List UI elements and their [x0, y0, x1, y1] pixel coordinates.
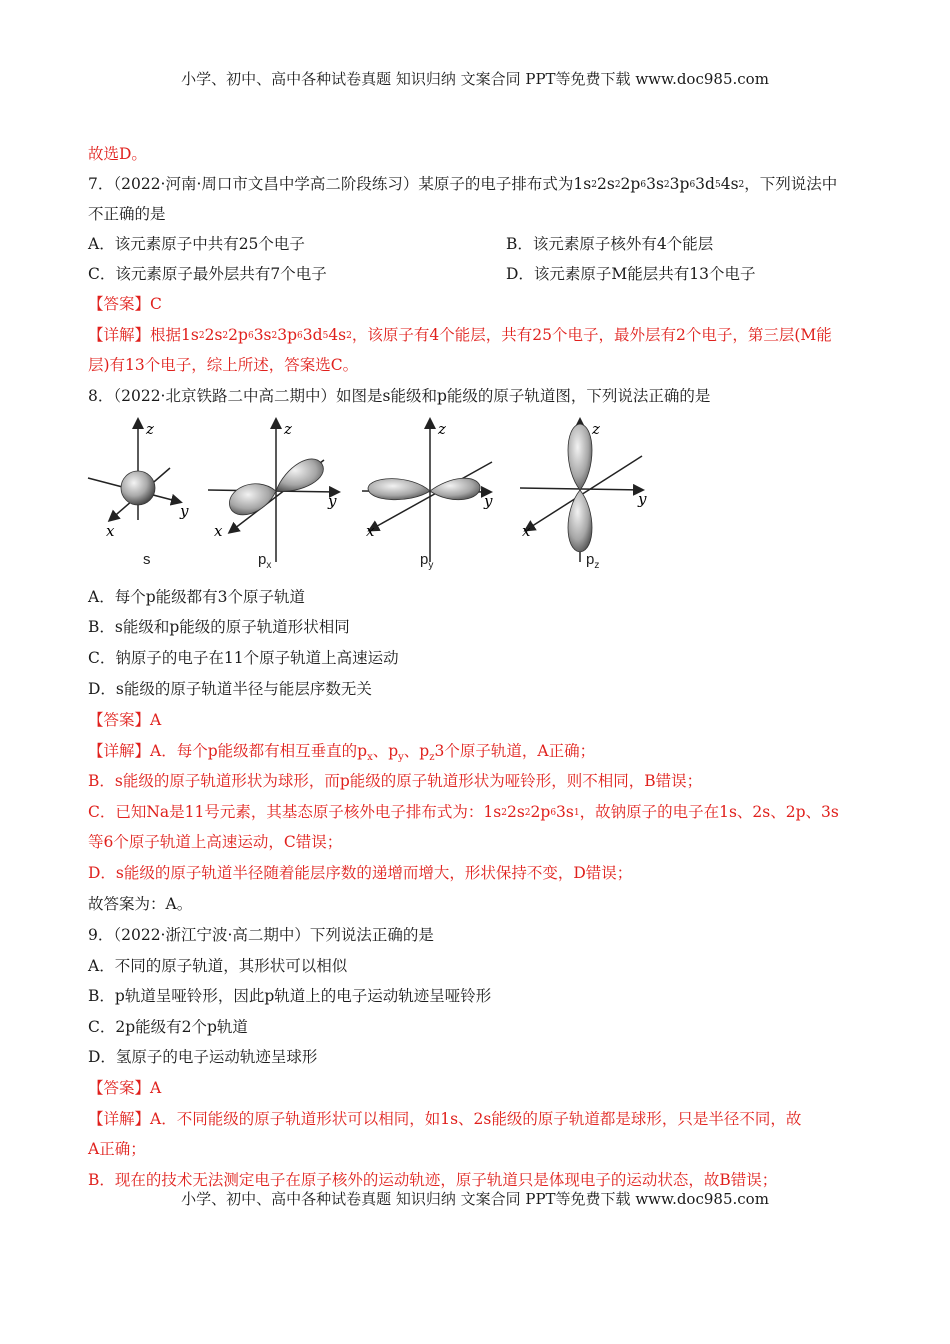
q7-option-d: D．该元素原子M能层共有13个电子 [506, 265, 756, 283]
q8-option-a: A．每个p能级都有3个原子轨道 [88, 588, 305, 606]
q8-option-d: D．s能级的原子轨道半径与能层序数无关 [88, 680, 372, 698]
q7-exp-config: $1s^22s^22p^63s^23p^63d^54s^2$ [181, 326, 352, 344]
q9-explanation-a: 【详解】A．不同能级的原子轨道形状可以相同，如1s、2s能级的原子轨道都是球形，只是半径不同，故 [88, 1110, 802, 1128]
pz-orbital [520, 420, 647, 562]
q8-option-b: B．s能级和p能级的原子轨道形状相同 [88, 618, 350, 636]
s-x-label: x [106, 522, 115, 540]
q9-option-d: D．氢原子的电子运动轨迹呈球形 [88, 1048, 318, 1066]
q9-stem: 9．（2022·浙江宁波·高二期中）下列说法正确的是 [88, 926, 434, 944]
q9-option-c: C．2p能级有2个p轨道 [88, 1018, 248, 1036]
pz-z-label: z [592, 420, 600, 438]
px-z-label: z [284, 420, 292, 438]
q8-explanation-d: D．s能级的原子轨道半径随着能层序数的递增而增大，形状保持不变，D错误； [88, 864, 633, 882]
s-orbital [88, 420, 189, 540]
q7-option-a: A．该元素原子中共有25个电子 [88, 235, 305, 253]
py-orbital [362, 420, 493, 562]
q8-answer: 【答案】A [88, 711, 162, 729]
q9-option-a: A．不同的原子轨道，其形状可以相似 [88, 957, 348, 975]
q7-answer: 【答案】C [88, 295, 162, 313]
q7-option-b: B．该元素原子核外有4个能层 [506, 235, 714, 253]
q7-options-row2 [88, 263, 868, 285]
pz-x-label: x [522, 522, 531, 540]
page-footer: 小学、初中、高中各种试卷真题 知识归纳 文案合同 PPT等免费下载 www.doc985.com [181, 1190, 769, 1208]
page-header: 小学、初中、高中各种试卷真题 知识归纳 文案合同 PPT等免费下载 www.doc985.com [181, 70, 769, 88]
pz-y-label: y [638, 490, 647, 508]
q7-stem-cont: 不正确的是 [88, 205, 166, 223]
q7-config: $1s^22s^22p^63s^23p^63d^54s^2$ [573, 175, 745, 193]
q7-option-c: C．该元素原子最外层共有7个电子 [88, 265, 327, 283]
q7-options-row1 [88, 233, 868, 255]
prev-answer: 故选D。 [88, 145, 147, 163]
py-y-label: y [484, 492, 493, 510]
caption-py: $p_y$ [420, 551, 434, 571]
s-z-label: z [146, 420, 154, 438]
q9-option-b: B．p轨道呈哑铃形，因此p轨道上的电子运动轨迹呈哑铃形 [88, 987, 492, 1005]
caption-s: s [143, 551, 151, 568]
py-x-label: x [366, 522, 375, 540]
q8-explanation-a: 【详解】A．每个p能级都有相互垂直的$p_x$、$p_y$、$p_z3$个原子轨道，A正确； [88, 742, 596, 764]
py-z-label: z [438, 420, 446, 438]
q9-explanation-b: B．现在的技术无法测定电子在原子核外的运动轨迹，原子轨道只是体现电子的运动状态，故B错误； [88, 1171, 778, 1189]
q8-stem: 8．（2022·北京铁路二中高二期中）如图是s能级和p能级的原子轨道图，下列说法正确的是 [88, 387, 711, 405]
q7-stem: 7．（2022·河南·周口市文昌中学高二阶段练习）某原子的电子排布式为$1s^22s^22p^63s^23p^63d^54s^2$，下列说法中 [88, 175, 838, 193]
caption-pz: $p_z$ [586, 551, 600, 571]
px-orbital [208, 420, 338, 562]
caption-px: $p_x$ [258, 551, 272, 571]
q7-explanation-cont: 层)有13个电子，综上所述，答案选C。 [88, 356, 359, 374]
q8-final: 故答案为：A。 [88, 895, 193, 913]
s-y-label: y [180, 502, 189, 520]
px-x-label: x [214, 522, 223, 540]
q7-explanation: 【详解】根据$1s^22s^22p^63s^23p^63d^54s^2$，该原子有4个能层，共有25个电子，最外层有2个电子，第三层(M能 [88, 326, 832, 344]
q8-explanation-b: B．s能级的原子轨道形状为球形，而p能级的原子轨道形状为哑铃形，则不相同，B错误； [88, 772, 703, 790]
q8-explanation-c: C．已知Na是11号元素，其基态原子核外电子排布式为：$1s^22s^22p^63s^1$，故钠原子的电子在1s、2s、2p、3s [88, 803, 839, 821]
q9-answer: 【答案】A [88, 1079, 162, 1097]
q8-explanation-c-cont: 等6个原子轨道上高速运动，C错误； [88, 833, 343, 851]
na-config: $1s^22s^22p^63s^1$ [483, 803, 580, 821]
q9-explanation-a-cont: A正确； [88, 1140, 146, 1158]
px-y-label: y [328, 492, 337, 510]
q8-option-c: C．钠原子的电子在11个原子轨道上高速运动 [88, 649, 399, 667]
orbital-figure [80, 412, 670, 572]
